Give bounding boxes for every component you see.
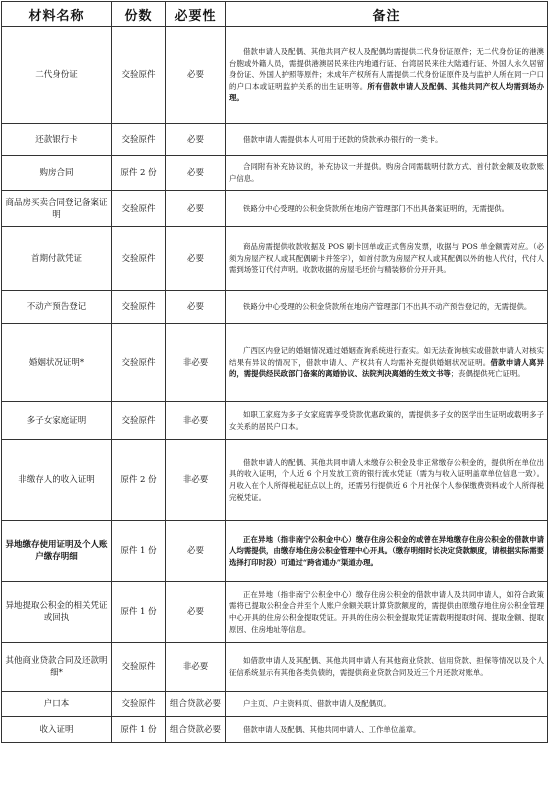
- material-name: 购房合同: [2, 156, 112, 191]
- note-text: 如借款申请人及其配偶、其他共同申请人有其他商业贷款、信用贷款、担保等情况以及个人征信系统显示有其他各类负债的，需提供商业贷款合同及近三个月还款对账单。: [229, 656, 544, 677]
- note: [226, 291, 548, 324]
- table-row: [2, 191, 548, 227]
- note-text: 借款申请人的配偶、其他共同申请人未缴存公积金及非正常缴存公积金的，提供所在单位出具的收入证明，个人近 6 个月发放工资的银行流水凭证（需为与收入证明盖章单位信息一致）。月收入在个人所得税起征点以上的，还需另行提供近 6 个月社保个人参保缴费资料或个人所得税完税凭证。: [229, 457, 544, 502]
- table-row: [2, 440, 548, 521]
- copies: 交验原件: [112, 27, 166, 124]
- copies: 原件 2 份: [112, 156, 166, 191]
- copies: 交验原件: [112, 402, 166, 440]
- note-text: ；丧偶提供死亡证明。: [450, 369, 525, 379]
- material-name: 多子女家庭证明: [2, 402, 112, 440]
- note-text: 铁路分中心受理的公积金贷款所在地房产管理部门不出具备案证明的，无需提供。: [243, 203, 510, 213]
- header-notes: 备注: [226, 2, 548, 27]
- necessity: 必要: [166, 521, 226, 582]
- table-row: [2, 124, 548, 156]
- material-name: 二代身份证: [2, 27, 112, 124]
- material-name: 其他商业贷款合同及还款明细*: [2, 643, 112, 692]
- note: [226, 124, 548, 156]
- note: [226, 692, 548, 717]
- table-row: [2, 291, 548, 324]
- note: [226, 227, 548, 291]
- necessity: 组合贷款必要: [166, 692, 226, 717]
- necessity: 必要: [166, 124, 226, 156]
- note: [226, 582, 548, 643]
- header-necessity: 必要性: [166, 2, 226, 27]
- copies: 原件 2 份: [112, 440, 166, 521]
- copies: 原件 1 份: [112, 521, 166, 582]
- table-row: [2, 227, 548, 291]
- note-text: 借款申请人及配偶、其他共同申请人、工作单位盖章。: [243, 724, 421, 734]
- table-row: [2, 156, 548, 191]
- necessity: 组合贷款必要: [166, 717, 226, 743]
- material-name: 不动产预告登记: [2, 291, 112, 324]
- note-text: 借款申请人离异的，需提供经民政部门备案的离婚协议、法院判决离婚的生效文书等: [229, 357, 544, 379]
- note-text: 广西区内登记的婚姻情况通过婚姻查询系统进行查实。如无法查询核实或借款申请人对核实结果有异议的情况下，借款申请人、产权共有人均需补充提供婚姻状况证明。: [229, 346, 544, 367]
- header-material-name: 材料名称: [2, 2, 112, 27]
- material-name: 户口本: [2, 692, 112, 717]
- material-name: 婚姻状况证明*: [2, 324, 112, 402]
- copies: 交验原件: [112, 227, 166, 291]
- note-text: 户主页、户主资料页、借款申请人及配偶页。: [243, 699, 391, 709]
- note: [226, 440, 548, 521]
- copies: 交验原件: [112, 643, 166, 692]
- note-text: 借款申请人需提供本人可用于还款的贷款承办银行的一类卡。: [243, 134, 443, 144]
- necessity: 必要: [166, 156, 226, 191]
- necessity: 必要: [166, 227, 226, 291]
- necessity: 非必要: [166, 402, 226, 440]
- note-text: 商品房需提供收款收据及 POS 刷卡回单或正式售房发票，收据与 POS 单金额需对应。（必须为房屋产权人或其配偶刷卡并签字），如首付款为房屋产权人或其配偶以外的他人代付，代付人需到场签订代付声明。收款收据的房屋毛坯价与精装修价分开开具。: [229, 242, 544, 275]
- note: [226, 643, 548, 692]
- note: [226, 156, 548, 191]
- note-text: 正在异地（指非南宁公积金中心）缴存住房公积金的或曾在异地缴存住房公积金的借款申请人均需提供，由缴存地住房公积金管理中心开具。（缴存明细时长决定贷款额度，请根据实际需要选择打印时段）可通过“跨省通办”渠道办理。: [229, 534, 544, 567]
- necessity: 必要: [166, 191, 226, 227]
- header-copies: 份数: [112, 2, 166, 27]
- note: [226, 402, 548, 440]
- material-name: 商品房买卖合同登记备案证明: [2, 191, 112, 227]
- note: [226, 324, 548, 402]
- table-row: [2, 582, 548, 643]
- copies: 交验原件: [112, 324, 166, 402]
- table-row: [2, 402, 548, 440]
- materials-table: [1, 1, 548, 743]
- table-row: [2, 521, 548, 582]
- necessity: 非必要: [166, 324, 226, 402]
- copies: 原件 1 份: [112, 717, 166, 743]
- copies: 原件 1 份: [112, 582, 166, 643]
- note-text: 所有借款申请人及配偶、其他共同产权人均需到场办理。: [229, 81, 544, 103]
- table-row: [2, 692, 548, 717]
- note-text: 正在异地（指非南宁公积金中心）缴存住房公积金的借款申请人及共同申请人，如符合政策需将已提取公积金合并至个人账户余额关联计算贷款额度的，需提供由原缴存地住房公积金管理中心开具的住房公积金提取凭证。开具的住房公积金提取凭证需载明提取时间、提取金额、提取原因、住房地址等信息。: [229, 589, 544, 634]
- table-row: [2, 643, 548, 692]
- note: [226, 717, 548, 743]
- material-name: 收入证明: [2, 717, 112, 743]
- necessity: 必要: [166, 582, 226, 643]
- copies: 交验原件: [112, 124, 166, 156]
- necessity: 必要: [166, 27, 226, 124]
- note-text: 合同附有补充协议的，补充协议一并提供。购房合同需载明付款方式、首付款金额及收款账户信息。: [229, 162, 544, 183]
- header-row: [2, 2, 548, 27]
- necessity: 非必要: [166, 643, 226, 692]
- material-name: 异地缴存使用证明及个人账户缴存明细: [2, 521, 112, 582]
- table-row: [2, 717, 548, 743]
- table-row: [2, 27, 548, 124]
- note-text: 如职工家庭为多子女家庭需享受贷款优惠政策的，需提供多子女的医学出生证明或载明多子女关系的居民户口本。: [229, 409, 544, 431]
- copies: 交验原件: [112, 291, 166, 324]
- material-name: 非缴存人的收入证明: [2, 440, 112, 521]
- note-text: 借款申请人及配偶、其他共同产权人及配偶均需提供二代身份证原件；无二代身份证的港澳台胞或外籍人员，需提供港澳居民来往内地通行证、台湾居民来往大陆通行证、外国人永久居留身份证、外国人护照等原件；未成年产权所有人需提供二代身份证原件及与监护人所在同一户口的户口本或证明监护关系的出生证明等。: [229, 47, 544, 91]
- copies: 交验原件: [112, 692, 166, 717]
- material-name: 异地提取公积金的相关凭证或回执: [2, 582, 112, 643]
- copies: 交验原件: [112, 191, 166, 227]
- necessity: 非必要: [166, 440, 226, 521]
- table-row: [2, 324, 548, 402]
- necessity: 必要: [166, 291, 226, 324]
- note-text: 铁路分中心受理的公积金贷款所在地房产管理部门不出具不动产预告登记的，无需提供。: [243, 302, 532, 312]
- note: [226, 191, 548, 227]
- note: [226, 27, 548, 124]
- material-name: 首期付款凭证: [2, 227, 112, 291]
- material-name: 还款银行卡: [2, 124, 112, 156]
- note: [226, 521, 548, 582]
